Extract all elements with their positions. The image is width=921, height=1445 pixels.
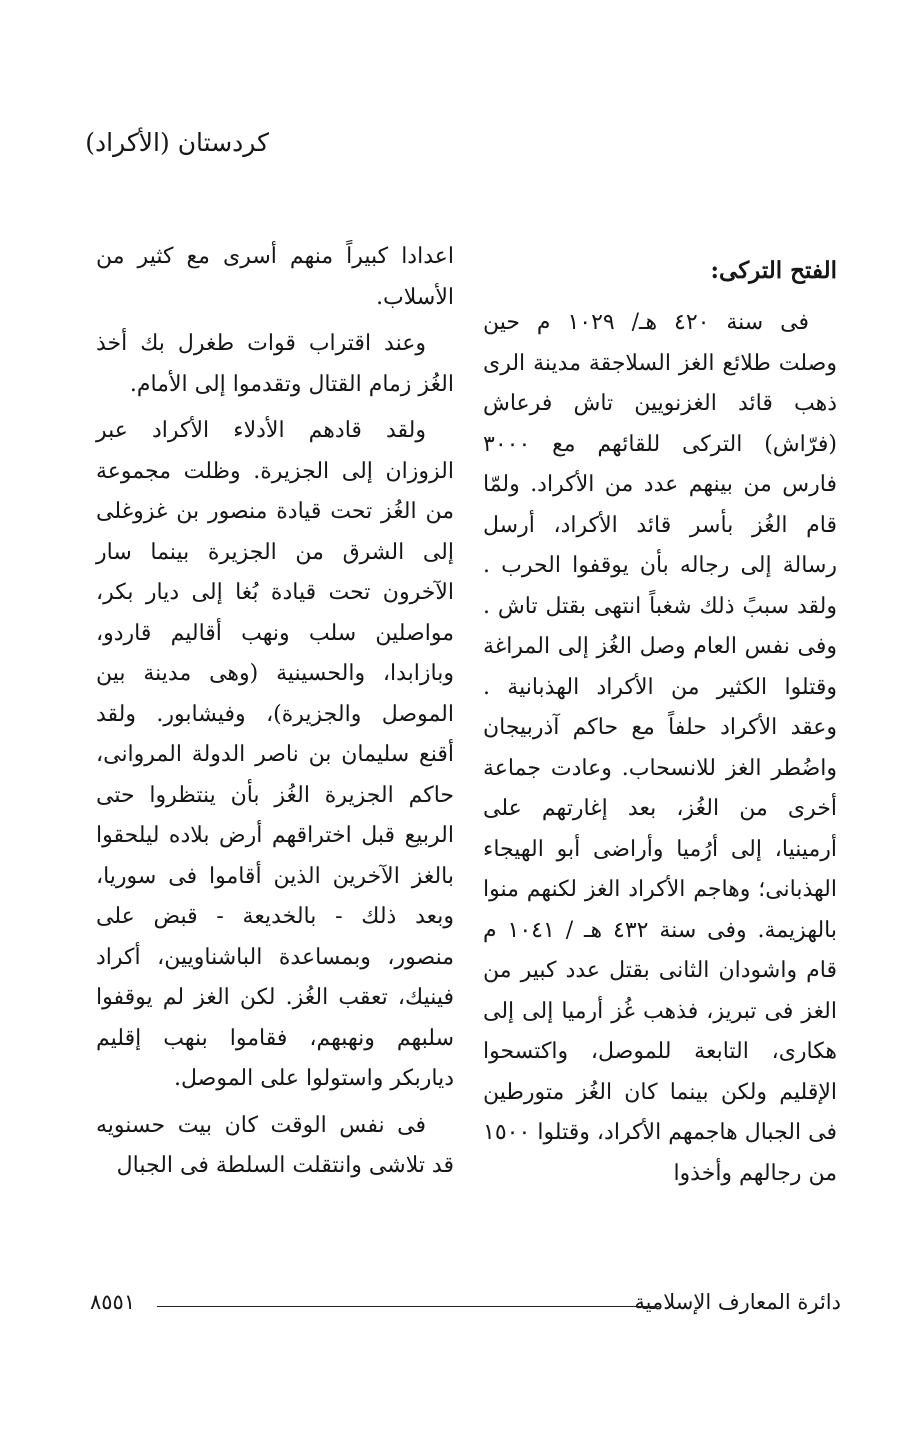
body-paragraph: ولقد قادهم الأدلاء الأكراد عبر الزوزان إلى الجزيرة. وظلت مجموعة من الغُز تحت قيادة منصور بن غزوغلى إلى الشرق من الجزيرة بينما سار الآخرون تحت قيادة بُغا إلى ديار بكر، مواصلين سلب ونهب أقاليم قاردو، وبازابدا، والحسينية (وهى مدينة بين الموصل والجزيرة)، وفيشابور. ولقد أقنع سليمان بن ناصر الدولة المروانى، حاكم الجزيرة الغُز بأن ينتظروا حتى الربيع قبل اختراقهم أرض بلاده ليلحقوا بالغز الآخرين الذين أقاموا فى سوريا، وبعد ذلك - بالخديعة - قبض على منصور، وبمساعدة الباشناويين، أكراد فينيك، تعقب الغُز. لكن الغز لم يوقفوا سلبهم ونهبهم، فقاموا بنهب إقليم دياربكر واستولوا على الموصل. <box>96 418 454 1091</box>
body-paragraph: فى سنة ٤٢٠ هـ/ ١٠٢٩ م حين وصلت طلائع الغز السلاجقة مدينة الرى ذهب قائد الغزنويين تاش فرعاش (فرّاش) التركى للقائهم مع ٣٠٠٠ فارس من بينهم عدد من الأكراد. ولمّا قام الغُز بأسر قائد الأكراد، أرسل رسالة إلى رجاله بأن يوقفوا الحرب . ولقد سببً ذلك شغباً انتهى بقتل تاش . وفى نفس العام وصل الغُز إلى المراغة وقتلوا الكثير من الأكراد الهذبانية . وعقد الأكراد حلفاً مع حاكم آذربيجان واضُطر الغز للانسحاب. وعادت جماعة أخرى من الغُز، بعد إغارتهم على أرمينيا، إلى أرُميا وأراضى أبو الهيجاء الهذبانى؛ وهاجم الأكراد الغز لكنهم منوا بالهزيمة. وفى سنة ٤٣٢ هـ / ١٠٤١ م قام واشودان الثانى بقتل عدد كبير من الغز فى تبريز، فذهب غُز أرميا إلى إلى هكارى، التابعة للموصل، واكتسحوا الإقليم ولكن بينما كان الغُز متورطين فى الجبال هاجمهم الأكراد، وقتلوا ١٥٠٠ من رجالهم وأخذوا <box>483 310 837 1186</box>
section-heading: الفتح التركى: <box>710 257 837 284</box>
footer-divider <box>157 1306 659 1307</box>
body-paragraph: فى نفس الوقت كان بيت حسنويه قد تلاشى وانتقلت السلطة فى الجبال <box>96 1112 454 1178</box>
footer-journal-name: دائرة المعارف الإسلامية <box>634 1290 841 1314</box>
right-text-column <box>483 237 837 1194</box>
body-paragraph: اعدادا كبيراً منهم أسرى مع كثير من الأسلاب. <box>96 244 454 310</box>
body-paragraph: وعند اقتراب قوات طغرل بك أخذ الغُز زمام القتال وتقدموا إلى الأمام. <box>96 331 454 397</box>
left-text-column <box>96 237 454 1187</box>
running-header-title: كردستان (الأكراد) <box>85 128 269 157</box>
footer-page-number: ٨٥٥١ <box>90 1290 136 1314</box>
